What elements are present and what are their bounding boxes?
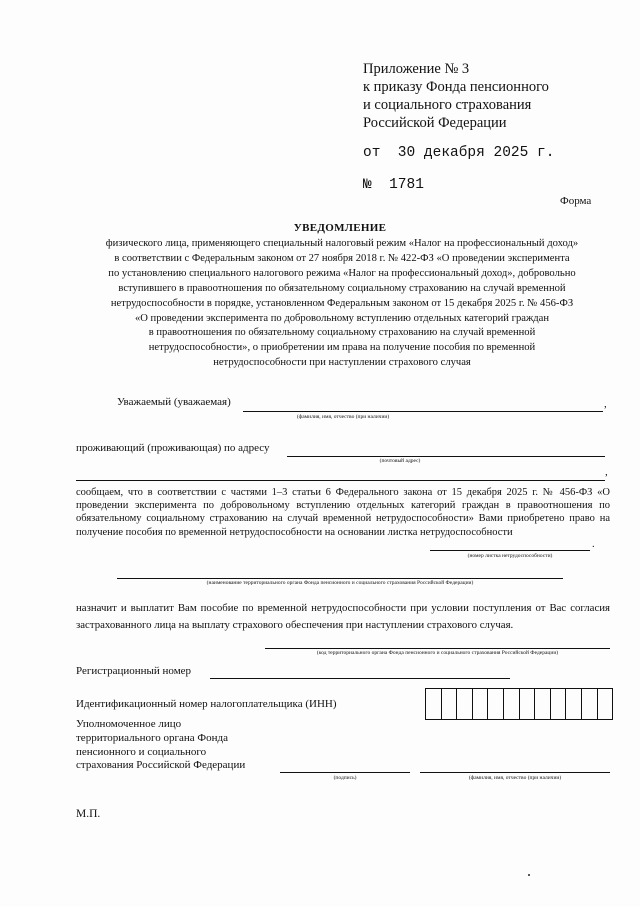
authorized-line: территориального органа Фонда <box>76 731 228 744</box>
form-label: Форма <box>560 195 592 207</box>
territorial-code-line[interactable] <box>265 648 610 649</box>
order-reference: к приказу Фонда пенсионного <box>363 79 549 95</box>
inn-digit-box[interactable] <box>520 689 536 719</box>
sick-leave-number-line[interactable] <box>430 550 590 551</box>
sick-leave-caption: (номер листка нетрудоспособности) <box>467 553 553 559</box>
address-label: проживающий (проживающая) по адресу <box>76 442 270 454</box>
subtitle-line: физического лица, применяющего специальный налоговый режим «Налог на профессиональный доход» <box>105 238 579 249</box>
payment-paragraph: назначит и выплатит Вам пособие по временной нетрудоспособности при условии поступления от Вас согласия застрахованного лица на выплату страхового обеспечения при наступлении страхового случая. <box>76 602 610 631</box>
subtitle-line: по установлению специального налогового режима «Налог на профессиональный доход», добровольно <box>108 267 576 279</box>
authorized-person-block <box>76 718 245 773</box>
subtitle-line: в соответствии с Федеральным законом от 27 ноября 2018 г. № 422-ФЗ «О проведении эксперимента <box>114 252 570 264</box>
address-comma: , <box>605 466 608 478</box>
address-caption: (почтовый адрес) <box>379 458 421 464</box>
greeting-input-line[interactable] <box>243 411 603 412</box>
address-input-line-2[interactable] <box>76 480 605 481</box>
greeting-label: Уважаемый (уважаемая) <box>117 396 231 408</box>
subtitle-line: нетрудоспособности в порядке, установленном Федеральным законом от 15 декабря 2025 г. № 456-ФЗ <box>110 297 574 309</box>
subtitle-line: нетрудоспособности при наступлении страхового случая <box>213 357 471 369</box>
inn-digit-box[interactable] <box>551 689 567 719</box>
inn-digit-box[interactable] <box>442 689 458 719</box>
territorial-code-caption: (код территориального органа Фонда пенсионного и социального страхования Российской Федерации) <box>316 650 559 656</box>
inn-digit-box[interactable] <box>582 689 598 719</box>
inn-digit-box[interactable] <box>488 689 504 719</box>
subtitle-line: в правоотношения по обязательному социальному страхованию на случай временной <box>148 327 536 339</box>
authorized-line: Уполномоченное лицо <box>76 718 182 730</box>
authorized-name-caption: (фамилия, имя, отчество (при наличии) <box>468 775 562 781</box>
registration-number-label: Регистрационный номер <box>76 665 192 677</box>
authorized-line: страхования Российской Федерации <box>76 759 246 772</box>
greeting-caption: (фамилия, имя, отчество (при наличии) <box>296 414 390 420</box>
subtitle-line: нетрудоспособности», о приобретении им права на получение пособия по временной <box>148 342 536 354</box>
document-subtitle <box>72 237 612 371</box>
inn-label: Идентификационный номер налогоплательщика (ИНН) <box>76 698 337 710</box>
scan-speck <box>528 874 530 876</box>
stamp-place: М.П. <box>76 808 101 820</box>
order-date: от 30 декабря 2025 г. <box>363 145 555 161</box>
inn-digit-box[interactable] <box>457 689 473 719</box>
subtitle-line: вступившего в правоотношения по обязательному социальному страхованию на случай временной <box>118 282 566 294</box>
inn-digit-box[interactable] <box>473 689 489 719</box>
territorial-organ-line[interactable] <box>117 578 563 579</box>
document-title: УВЕДОМЛЕНИЕ <box>293 222 387 234</box>
order-reference-line2: и социального страхования <box>363 97 532 113</box>
registration-number-line[interactable] <box>210 678 510 679</box>
inn-input-boxes[interactable] <box>425 688 613 720</box>
signature-line[interactable] <box>280 772 410 773</box>
appendix-number: Приложение № 3 <box>363 61 470 77</box>
appendix-header <box>363 60 549 132</box>
inn-digit-box[interactable] <box>598 689 613 719</box>
notification-paragraph: сообщаем, что в соответствии с частями 1–3 статьи 6 Федерального закона от 15 декабря 2025 г. № 456-ФЗ «О проведении эксперимента по добровольному вступлению отдельных категорий граждан в правоотношения по обязательному социальному страхованию на случай временной нетрудоспособности» Вами приобретено право на получение пособия по временной нетрудоспособности на основании листка нетрудоспособности <box>76 487 610 538</box>
address-input-line[interactable] <box>287 456 605 457</box>
order-reference-line3: Российской Федерации <box>363 115 507 131</box>
inn-digit-box[interactable] <box>426 689 442 719</box>
inn-digit-box[interactable] <box>504 689 520 719</box>
inn-digit-box[interactable] <box>535 689 551 719</box>
greeting-comma: , <box>604 398 607 410</box>
order-number: № 1781 <box>363 177 424 193</box>
inn-digit-box[interactable] <box>566 689 582 719</box>
signature-caption: (подпись) <box>333 775 357 781</box>
authorized-name-line[interactable] <box>420 772 610 773</box>
authorized-line: пенсионного и социального <box>76 745 207 758</box>
territorial-organ-caption: (наименование территориального органа Фонда пенсионного и социального страхования Российской Федерации) <box>206 580 474 586</box>
paragraph1-period: . <box>592 539 595 550</box>
subtitle-line: «О проведении эксперимента по добровольному вступлению отдельных категорий граждан <box>134 312 550 324</box>
